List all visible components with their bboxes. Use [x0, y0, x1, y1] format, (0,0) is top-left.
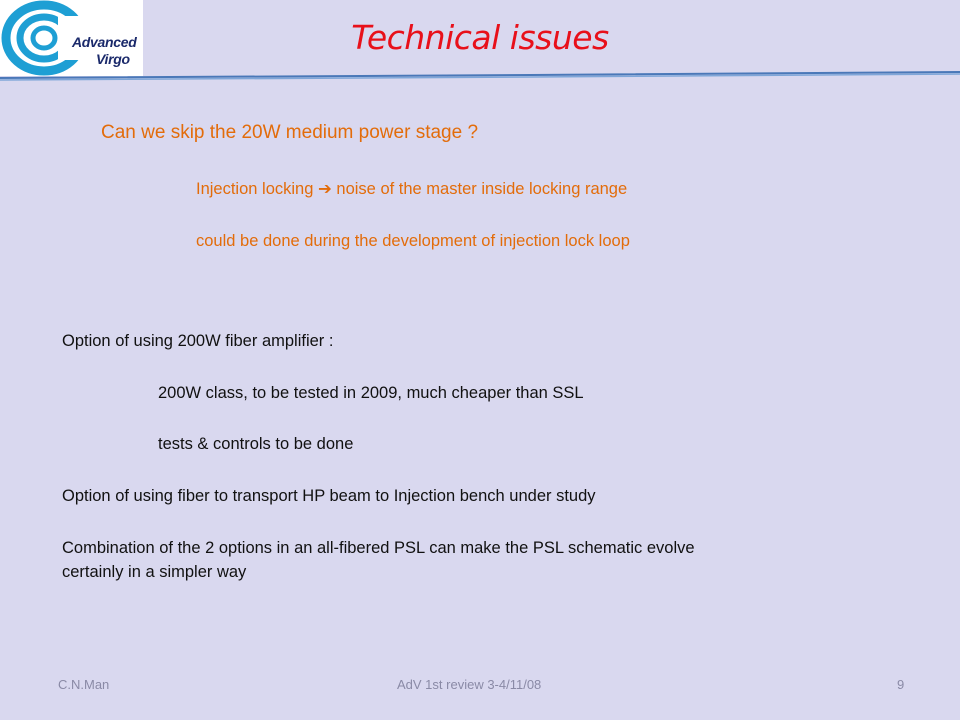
combination-line-2: certainly in a simpler way	[62, 563, 247, 581]
footer-event: AdV 1st review 3-4/11/08	[397, 677, 542, 692]
injection-locking-line	[196, 179, 627, 199]
injection-text-before: Injection locking	[196, 180, 318, 198]
development-line: could be done during the development of injection lock loop	[196, 232, 630, 250]
injection-text-after: noise of the master inside locking range	[331, 180, 628, 198]
footer-author: C.N.Man	[58, 677, 110, 692]
fiber-option-item: 200W class, to be tested in 2009, much cheaper than SSL	[158, 384, 584, 402]
transport-option-line: Option of using fiber to transport HP beam to Injection bench under study	[62, 487, 596, 505]
logo-text-virgo: Virgo	[96, 51, 130, 67]
slide-title: Technical issues	[351, 18, 609, 57]
fiber-option-heading: Option of using 200W fiber amplifier :	[62, 332, 334, 350]
fiber-option-item: tests & controls to be done	[158, 435, 354, 453]
title-divider	[0, 68, 960, 82]
page-number: 9	[897, 677, 905, 692]
right-arrow-icon: ➔	[318, 179, 332, 198]
logo-text-advanced: Advanced	[72, 34, 137, 50]
question-heading: Can we skip the 20W medium power stage ?	[101, 122, 479, 143]
combination-line-1: Combination of the 2 options in an all-fibered PSL can make the PSL schematic evolve	[62, 539, 695, 557]
